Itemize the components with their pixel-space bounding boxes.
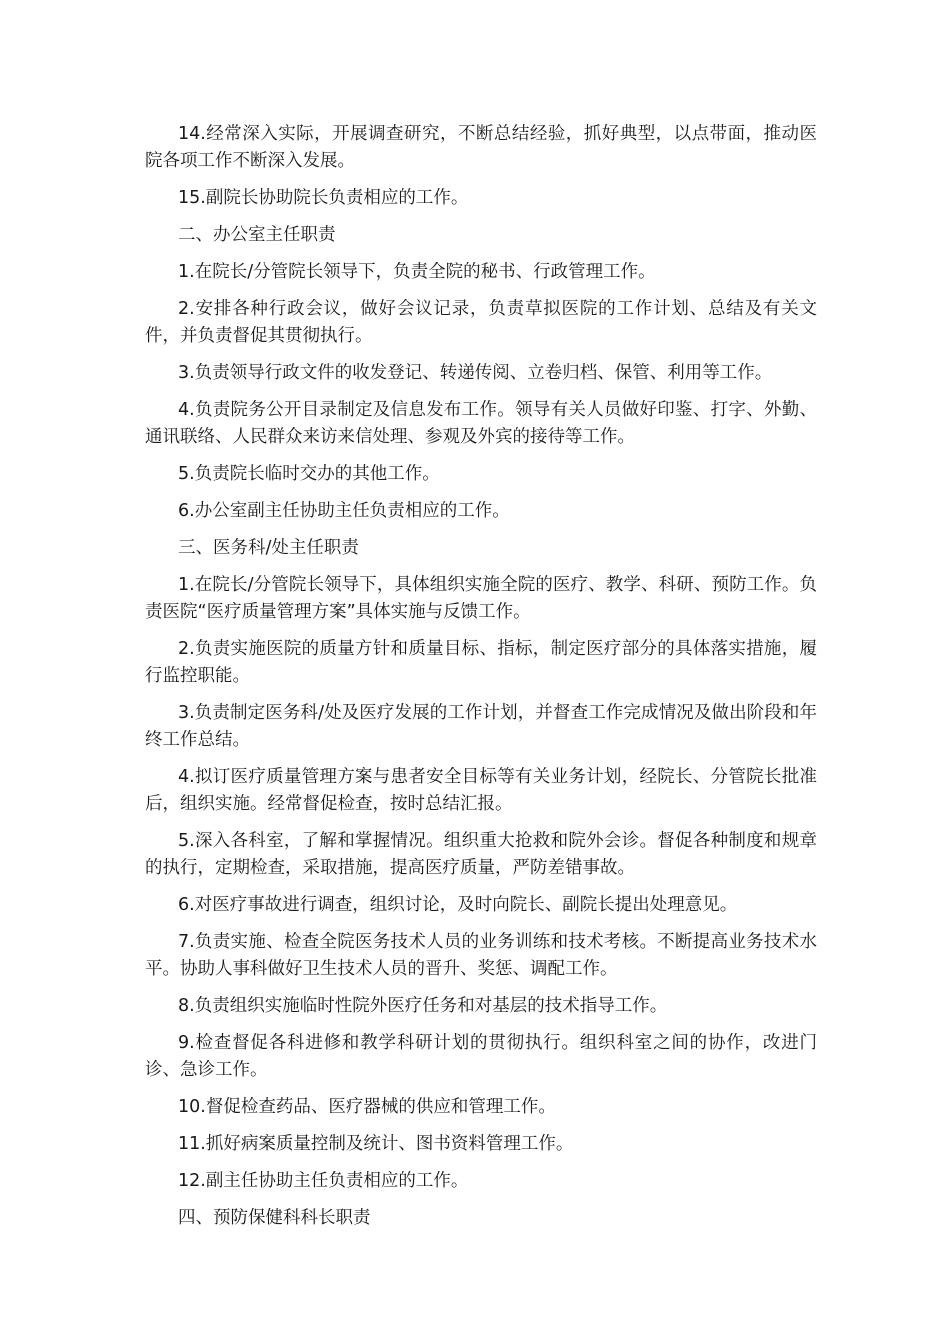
paragraph: 4.负责院务公开目录制定及信息发布工作。领导有关人员做好印鉴、打字、外勤、通讯联络、人民群众来访来信处理、参观及外宾的接待等工作。 [145,400,817,447]
section-heading: 二、办公室主任职责 [178,225,336,245]
paragraph: 4.拟订医疗质量管理方案与患者安全目标等有关业务计划，经院长、分管院长批准后，组织实施。经常督促检查，按时总结汇报。 [145,767,817,814]
paragraph: 1.在院长/分管院长领导下，具体组织实施全院的医疗、教学、科研、预防工作。负责医院“医疗质量管理方案”具体实施与反馈工作。 [145,575,817,622]
paragraph: 7.负责实施、检查全院医务技术人员的业务训练和技术考核。不断提高业务技术水平。协助人事科做好卫生技术人员的晋升、奖惩、调配工作。 [145,932,817,979]
paragraph: 14.经常深入实际，开展调查研究，不断总结经验，抓好典型，以点带面，推动医院各项工作不断深入发展。 [145,124,817,171]
paragraph: 15.副院长协助院长负责相应的工作。 [178,188,469,208]
paragraph: 10.督促检查药品、医疗器械的供应和管理工作。 [178,1097,556,1117]
paragraph: 11.抓好病案质量控制及统计、图书资料管理工作。 [178,1134,574,1154]
paragraph: 6.对医疗事故进行调查，组织讨论，及时向院长、副院长提出处理意见。 [178,895,738,915]
document-body [145,121,817,1242]
paragraph: 6.办公室副主任协助主任负责相应的工作。 [178,501,510,521]
paragraph: 5.负责院长临时交办的其他工作。 [178,464,440,484]
paragraph: 8.负责组织实施临时性院外医疗任务和对基层的技术指导工作。 [178,996,668,1016]
section-heading: 四、预防保健科科长职责 [178,1208,371,1228]
section-heading: 三、医务科/处主任职责 [178,538,359,558]
paragraph: 2.负责实施医院的质量方针和质量目标、指标，制定医疗部分的具体落实措施，履行监控职能。 [145,639,817,686]
paragraph: 1.在院长/分管院长领导下，负责全院的秘书、行政管理工作。 [178,262,656,282]
paragraph: 12.副主任协助主任负责相应的工作。 [178,1171,469,1191]
paragraph: 5.深入各科室，了解和掌握情况。组织重大抢救和院外会诊。督促各种制度和规章的执行，定期检查，采取措施，提高医疗质量，严防差错事故。 [145,831,817,878]
paragraph: 2.安排各种行政会议，做好会议记录，负责草拟医院的工作计划、总结及有关文件，并负责督促其贯彻执行。 [145,299,817,346]
paragraph: 3.负责制定医务科/处及医疗发展的工作计划，并督查工作完成情况及做出阶段和年终工作总结。 [145,703,817,750]
paragraph: 9.检查督促各科进修和教学科研计划的贯彻执行。组织科室之间的协作，改进门诊、急诊工作。 [145,1033,817,1080]
paragraph: 3.负责领导行政文件的收发登记、转递传阅、立卷归档、保管、利用等工作。 [178,363,773,383]
